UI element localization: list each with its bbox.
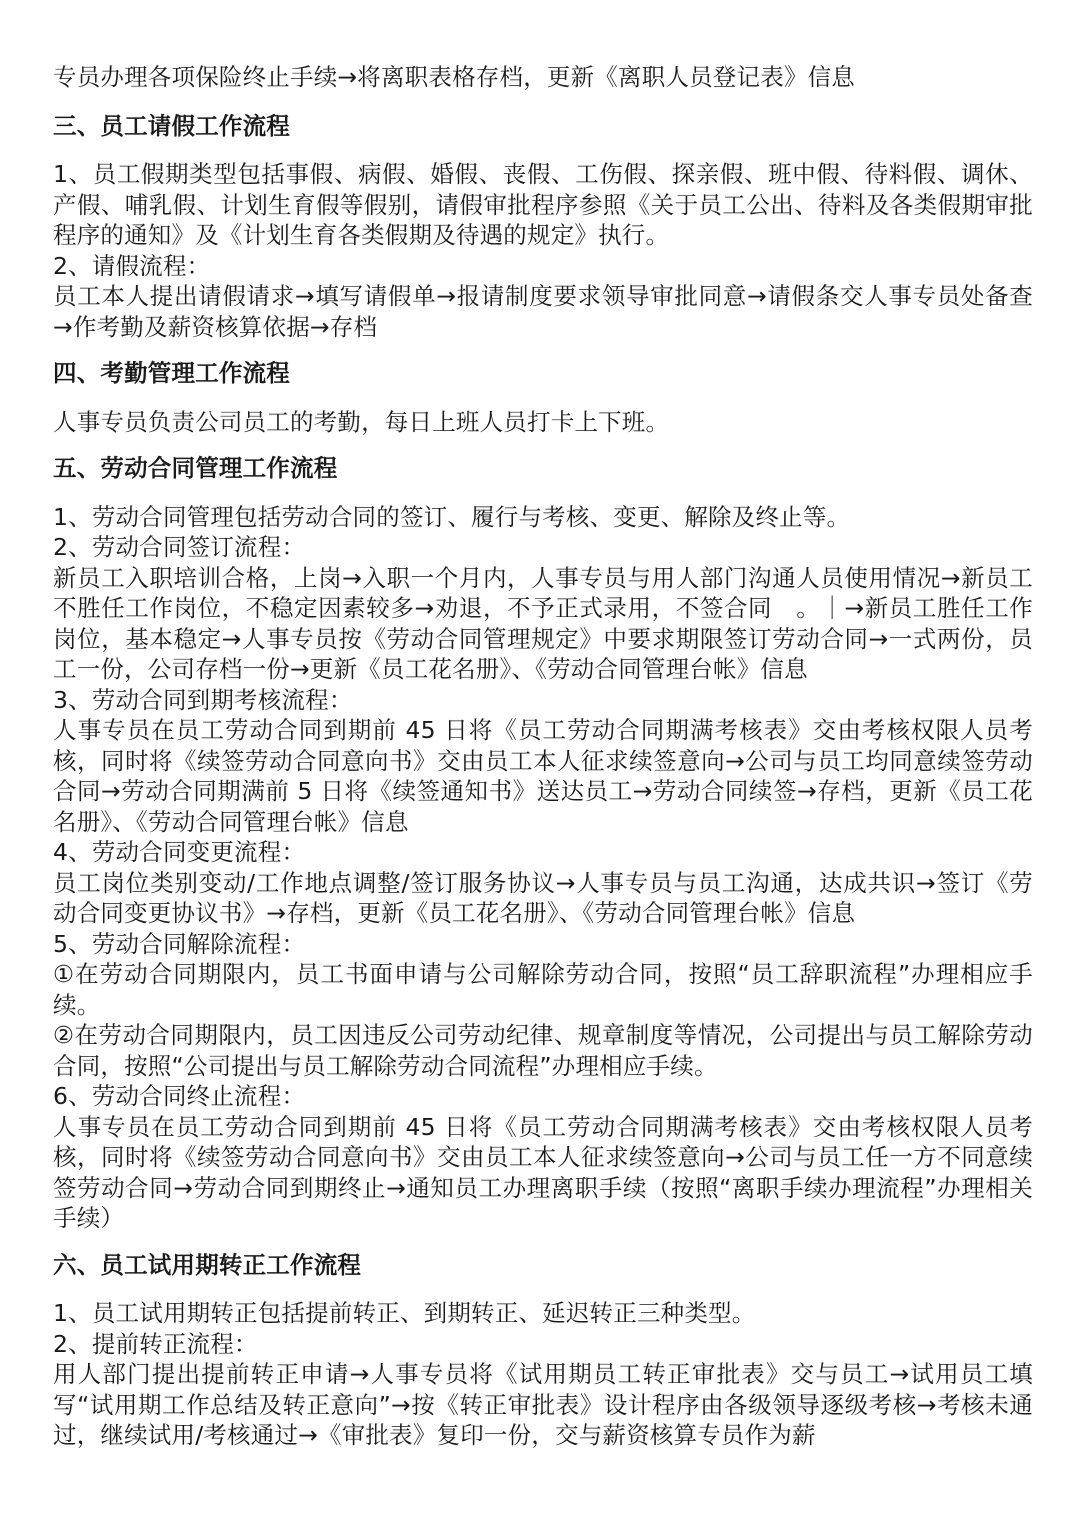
section-heading-leave: 三、员工请假工作流程 xyxy=(53,111,290,140)
section-heading-attendance: 四、考勤管理工作流程 xyxy=(53,359,290,387)
paragraph-contract-signing: 新员工入职培训合格，上岗→入职一个月内，人事专员与用人部门沟通人员使用情况→新员工不胜任工作岗位，不稳定因素较多→劝退，不予正式录用，不签合同 。｜→新员工胜任工作岗位，基本稳定→人事专员按《劳动合同管理规定》中要求期限签订劳动合同→一式两份，员工一份，公司存档一份→更新《员工花名册》、《劳动合同管理台帐》信息 xyxy=(53,563,1033,683)
section-heading-labor-contract: 五、劳动合同管理工作流程 xyxy=(53,454,338,482)
paragraph-early-conversion-label: 2、提前转正流程： xyxy=(53,1329,258,1358)
paragraph-contract-end-label: 6、劳动合同终止流程： xyxy=(53,1082,306,1110)
paragraph-contract-change: 员工岗位类别变动/工作地点调整/签订服务协议→人事专员与员工沟通，达成共识→签订《劳动合同变更协议书》→存档，更新《员工花名册》、《劳动合同管理台帐》信息 xyxy=(53,868,1033,927)
paragraph-continuation: 专员办理各项保险终止手续→将离职表格存档，更新《离职人员登记表》信息 xyxy=(53,63,855,91)
paragraph-contract-termination-2: ②在劳动合同期限内，员工因违反公司劳动纪律、规章制度等情况，公司提出与员工解除劳动合同，按照“公司提出与员工解除劳动合同流程”办理相应手续。 xyxy=(53,1021,1033,1080)
paragraph-contract-signing-label: 2、劳动合同签订流程： xyxy=(53,533,306,561)
paragraph-early-conversion: 用人部门提出提前转正申请→人事专员将《试用期员工转正审批表》交与员工→试用员工填写“试用期工作总结及转正意向”→按《转正审批表》设计程序由各级领导逐级考核→考核未通过，继续试用/考核通过→《审批表》复印一份，交与薪资核算专员作为薪 xyxy=(53,1360,1033,1449)
paragraph-contract-termination-1: ①在劳动合同期限内，员工书面申请与公司解除劳动合同，按照“员工辞职流程”办理相应手续。 xyxy=(53,960,1033,1019)
paragraph-contract-change-label: 4、劳动合同变更流程： xyxy=(53,838,306,866)
document-page xyxy=(53,62,1033,1451)
paragraph-probation-types: 1、员工试用期转正包括提前转正、到期转正、延迟转正三种类型。 xyxy=(53,1299,756,1327)
section-heading-probation: 六、员工试用期转正工作流程 xyxy=(53,1250,362,1279)
paragraph-contract-termination-label: 5、劳动合同解除流程： xyxy=(53,929,306,958)
paragraph-leave-types: 1、员工假期类型包括事假、病假、婚假、丧假、工伤假、探亲假、班中假、待料假、调休、产假、哺乳假、计划生育假等假别，请假审批程序参照《关于员工公出、待料及各类假期审批程序的通知》及《计划生育各类假期及待遇的规定》执行。 xyxy=(53,160,1033,249)
paragraph-contract-scope: 1、劳动合同管理包括劳动合同的签订、履行与考核、变更、解除及终止等。 xyxy=(53,502,851,531)
paragraph-contract-end: 人事专员在员工劳动合同到期前 45 日将《员工劳动合同期满考核表》交由考核权限人员考核，同时将《续签劳动合同意向书》交由员工本人征求续签意向→公司与员工任一方不同意续签劳动合同→劳动合同到期终止→通知员工办理离职手续（按照“离职手续办理流程”办理相关手续） xyxy=(53,1112,1033,1232)
paragraph-contract-expiry: 人事专员在员工劳动合同到期前 45 日将《员工劳动合同期满考核表》交由考核权限人员考核，同时将《续签劳动合同意向书》交由员工本人征求续签意向→公司与员工均同意续签劳动合同→劳动合同期满前 5 日将《续签通知书》送达员工→劳动合同续签→存档，更新《员工花名册》、《劳动合同管理台帐》信息 xyxy=(53,716,1033,836)
paragraph-leave-process: 员工本人提出请假请求→填写请假单→报请制度要求领导审批同意→请假条交人事专员处备查→作考勤及薪资核算依据→存档 xyxy=(53,282,1033,341)
paragraph-attendance: 人事专员负责公司员工的考勤，每日上班人员打卡上下班。 xyxy=(53,407,670,436)
paragraph-leave-process-label: 2、请假流程： xyxy=(53,251,211,280)
paragraph-contract-expiry-label: 3、劳动合同到期考核流程： xyxy=(53,685,353,714)
